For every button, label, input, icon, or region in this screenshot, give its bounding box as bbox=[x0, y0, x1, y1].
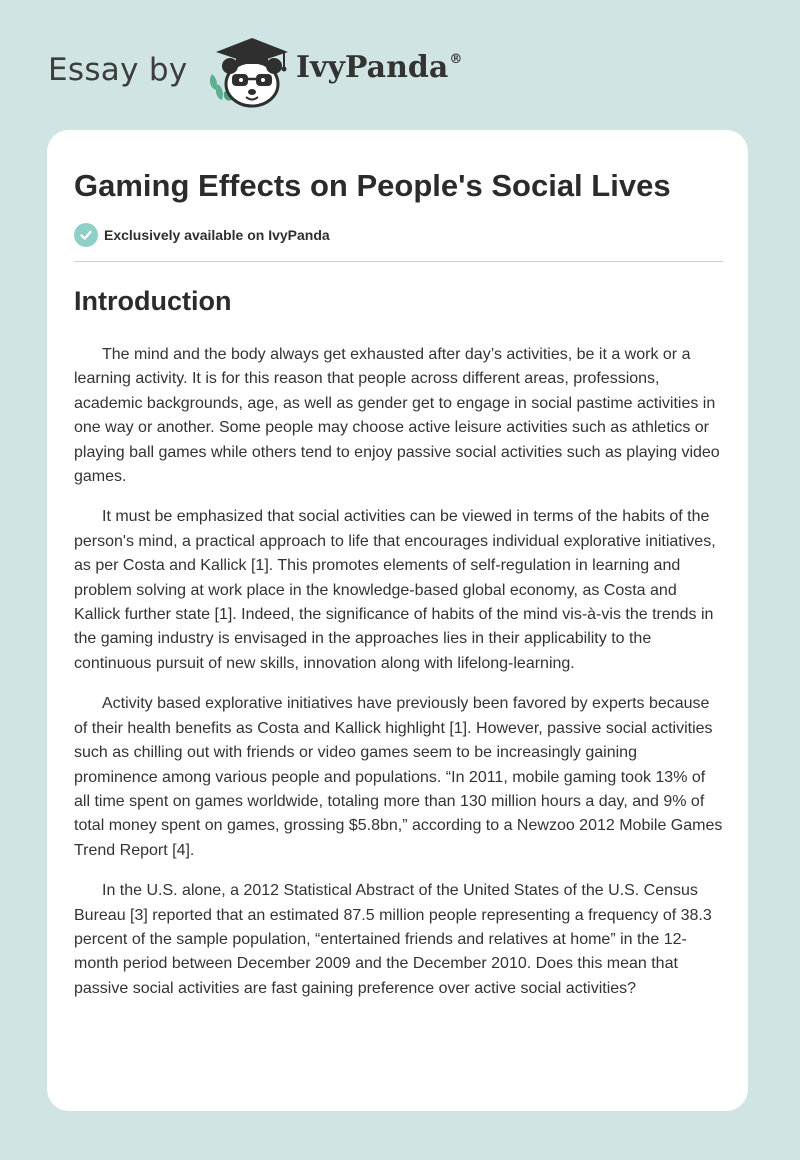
paragraph-1: The mind and the body always get exhausted after day’s activities, be it a work or a learning activity. It is for this reason that people across different areas, professions, academic backgrounds, age, as well as gender get to engage in social pastime activities in one way or another. Some people may choose active leisure activities such as athletics or playing ball games while others tend to enjoy passive social activities such as playing video games. bbox=[74, 346, 720, 486]
registered-trademark: ® bbox=[449, 52, 463, 67]
exclusive-badge-label: Exclusively available on IvyPanda bbox=[104, 227, 330, 243]
essay-body bbox=[74, 343, 724, 1017]
section-heading-introduction: Introduction bbox=[74, 286, 232, 316]
essay-card bbox=[47, 130, 748, 1111]
title-divider bbox=[74, 261, 723, 262]
essay-by-label: Essay by bbox=[48, 52, 188, 88]
exclusive-badge bbox=[74, 222, 330, 248]
essay-title: Gaming Effects on People's Social Lives bbox=[74, 168, 671, 203]
paragraph-3: Activity based explorative initiatives have previously been favored by experts because of their health benefits as Costa and Kallick highlight [1]. However, passive social activities such as chilling out with friends or video games seem to be increasingly gaining prominence among various people and populations. “In 2011, mobile gaming took 13% of all time spent on games worldwide, totaling more than 130 million hours a day, and 9% of total money spent on games, grossing $5.8bn,” according to a Newzoo 2012 Mobile Games Trend Report [4]. bbox=[74, 695, 723, 859]
site-header-logo[interactable] bbox=[48, 34, 508, 114]
paragraph-4: In the U.S. alone, a 2012 Statistical Abstract of the United States of the U.S. Census Bureau [3] reported that an estimated 87.5 million people representing a frequency of 38.3 percent of the sample population, “entertained friends and relatives at home” in the 12-month period between December 2009 and the December 2010. Does this mean that passive social activities are fast gaining preference over active social activities? bbox=[74, 882, 712, 997]
paragraph-2: It must be emphasized that social activities can be viewed in terms of the habits of the person's mind, a practical approach to life that encourages individual explorative initiatives, as per Costa and Kallick [1]. This promotes elements of self-regulation in learning and problem solving at work place in the knowledge-based global economy, as Costa and Kallick further state [1]. Indeed, the significance of habits of the mind vis-à-vis the trends in the gaming industry is envisaged in the approaches lies in their applicability to the continuous pursuit of new skills, innovation along with lifelong-learning. bbox=[74, 508, 716, 672]
check-circle-icon bbox=[74, 223, 98, 247]
panda-logo-icon bbox=[204, 34, 294, 110]
ivypanda-brand-name: IvyPanda® bbox=[296, 50, 463, 85]
